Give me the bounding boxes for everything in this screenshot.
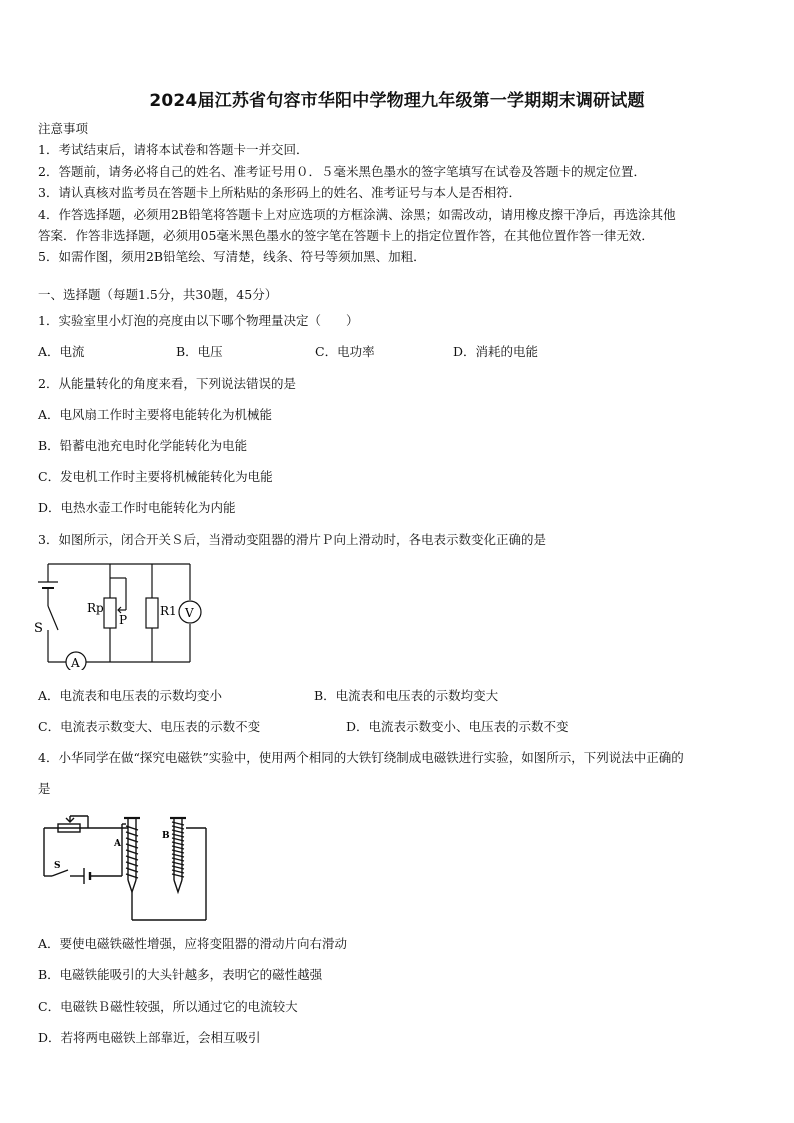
q2-stem: 2．从能量转化的角度来看，下列说法错误的是 bbox=[38, 376, 296, 391]
q2-option-a: A．电风扇工作时主要将电能转化为机械能 bbox=[38, 407, 273, 422]
q4-label-a: A bbox=[114, 839, 121, 849]
notice-item-3: 3．请认真核对监考员在答题卡上所粘贴的条形码上的姓名、准考证号与本人是否相符． bbox=[38, 185, 521, 200]
q4-option-b: B．电磁铁能吸引的大头针越多，表明它的磁性越强 bbox=[38, 967, 323, 982]
q3-option-c: C．电流表示数变大、电压表的示数不变 bbox=[38, 719, 261, 734]
q4-option-c: C．电磁铁Ｂ磁性较强，所以通过它的电流较大 bbox=[38, 999, 298, 1014]
q4-stem-cont: 是 bbox=[38, 781, 51, 796]
q4-electromagnet-diagram bbox=[36, 808, 212, 926]
notice-item-4: 4．作答选择题，必须用2B铅笔将答题卡上对应选项的方框涂满、涂黑；如需改动，请用橡皮擦干净后，再选涂其他 bbox=[38, 207, 676, 222]
q1-stem: 1．实验室里小灯泡的亮度由以下哪个物理量决定（ ） bbox=[38, 313, 359, 328]
q3-label-v: V bbox=[185, 606, 194, 620]
q2-option-c: C．发电机工作时主要将机械能转化为电能 bbox=[38, 469, 273, 484]
q1-option-a: A．电流 bbox=[38, 344, 85, 359]
q4-option-d: D．若将两电磁铁上部靠近，会相互吸引 bbox=[38, 1030, 261, 1045]
q3-circuit-diagram bbox=[30, 558, 210, 670]
q4-label-s: S bbox=[54, 861, 61, 871]
q3-label-a: A bbox=[71, 656, 80, 670]
q1-option-c: C．电功率 bbox=[315, 344, 375, 359]
q3-stem: 3．如图所示，闭合开关Ｓ后，当滑动变阻器的滑片Ｐ向上滑动时，各电表示数变化正确的是 bbox=[38, 532, 546, 547]
q1-option-b: B．电压 bbox=[176, 344, 223, 359]
q4-label-b: B bbox=[162, 831, 170, 841]
page-title: 2024届江苏省句容市华阳中学物理九年级第一学期期末调研试题 bbox=[149, 91, 645, 111]
notice-item-5: 5．如需作图，须用2B铅笔绘、写清楚，线条、符号等须加黑、加粗． bbox=[38, 249, 426, 264]
q3-option-d: D．电流表示数变小、电压表的示数不变 bbox=[346, 719, 569, 734]
q3-label-r1: R1 bbox=[160, 604, 177, 618]
q3-label-s: S bbox=[34, 621, 43, 636]
q4-option-a: A．要使电磁铁磁性增强，应将变阻器的滑动片向右滑动 bbox=[38, 936, 348, 951]
q3-label-rp: Rp bbox=[87, 601, 104, 615]
q3-option-b: B．电流表和电压表的示数均变大 bbox=[314, 688, 499, 703]
notice-item-1: 1．考试结束后，请将本试卷和答题卡一并交回． bbox=[38, 142, 309, 157]
section-heading: 一、选择题（每题1.5分，共30题，45分） bbox=[38, 287, 278, 302]
notice-item-4-cont: 答案．作答非选择题，必须用05毫米黑色墨水的签字笔在答题卡上的指定位置作答，在其他位置作答一律无效． bbox=[38, 228, 654, 243]
q2-option-d: D．电热水壶工作时电能转化为内能 bbox=[38, 500, 236, 515]
q1-option-d: D．消耗的电能 bbox=[453, 344, 539, 359]
q3-option-a: A．电流表和电压表的示数均变小 bbox=[38, 688, 223, 703]
q3-label-p: P bbox=[119, 613, 128, 627]
q4-stem: 4．小华同学在做“探究电磁铁”实验中，使用两个相同的大铁钉绕制成电磁铁进行实验，如图所示，下列说法中正确的 bbox=[38, 750, 684, 765]
notice-heading: 注意事项 bbox=[38, 121, 89, 136]
q2-option-b: B．铅蓄电池充电时化学能转化为电能 bbox=[38, 438, 248, 453]
notice-item-2: 2．答题前，请务必将自己的姓名、准考证号用０．５毫米黑色墨水的签字笔填写在试卷及答题卡的规定位置． bbox=[38, 164, 646, 179]
